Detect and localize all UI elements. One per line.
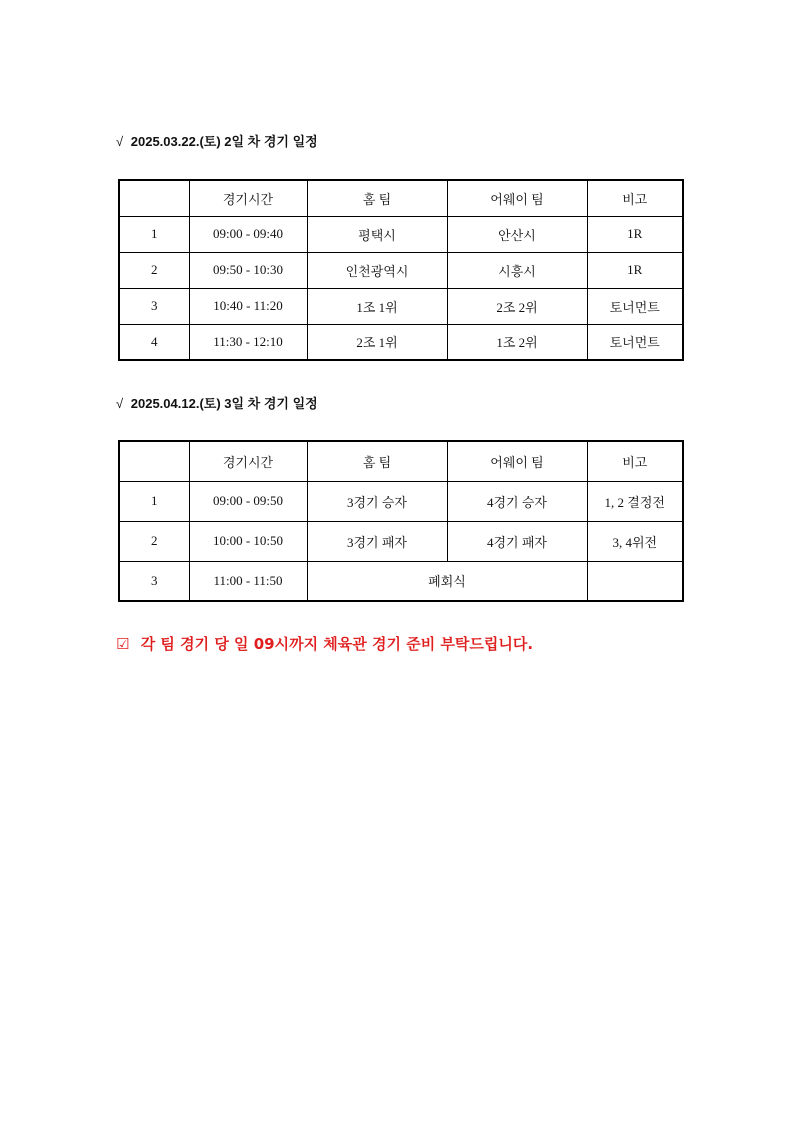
header-cell: 홈 팀	[307, 180, 447, 216]
table-cell: 09:50 - 10:30	[189, 252, 307, 288]
header-cell: 비고	[587, 180, 683, 216]
table-cell: 1조 2위	[447, 324, 587, 360]
table-header-row	[119, 180, 683, 216]
table-cell: 3	[119, 561, 189, 601]
table-cell: 1, 2 결정전	[587, 481, 683, 521]
table-cell: 1조 1위	[307, 288, 447, 324]
checkbox-icon: ☑	[116, 635, 130, 653]
table-cell: 4경기 패자	[447, 521, 587, 561]
notice-text: 각 팀 경기 당 일 09시까지 체육관 경기 준비 부탁드립니다.	[140, 635, 534, 653]
table-cell: 3경기 승자	[307, 481, 447, 521]
table-cell: 1	[119, 481, 189, 521]
header-cell: 어웨이 팀	[447, 441, 587, 481]
section1-heading	[116, 131, 318, 150]
table-cell	[587, 561, 683, 601]
closing-ceremony-cell: 폐회식	[307, 561, 587, 601]
schedule-table-day2	[118, 179, 684, 361]
header-cell: 경기시간	[189, 441, 307, 481]
table-cell: 2	[119, 252, 189, 288]
table-cell: 4경기 승자	[447, 481, 587, 521]
preparation-notice	[116, 633, 533, 654]
checkmark-icon: √	[116, 134, 124, 149]
table-cell: 평택시	[307, 216, 447, 252]
table-cell: 10:00 - 10:50	[189, 521, 307, 561]
table-cell: 2	[119, 521, 189, 561]
table-row	[119, 481, 683, 521]
table-row	[119, 216, 683, 252]
table-row	[119, 324, 683, 360]
table-cell: 1	[119, 216, 189, 252]
table-cell: 1R	[587, 216, 683, 252]
table-cell: 3	[119, 288, 189, 324]
header-cell: 어웨이 팀	[447, 180, 587, 216]
header-cell: 홈 팀	[307, 441, 447, 481]
table-cell: 3경기 패자	[307, 521, 447, 561]
table-cell: 인천광역시	[307, 252, 447, 288]
header-cell: 경기시간	[189, 180, 307, 216]
table-cell: 시흥시	[447, 252, 587, 288]
table-cell: 09:00 - 09:50	[189, 481, 307, 521]
checkmark-icon: √	[116, 396, 124, 411]
table-row	[119, 521, 683, 561]
section2-heading	[116, 393, 318, 412]
table-cell: 2조 2위	[447, 288, 587, 324]
table-cell: 11:30 - 12:10	[189, 324, 307, 360]
table-cell: 1R	[587, 252, 683, 288]
table-header-row	[119, 441, 683, 481]
table-cell: 3, 4위전	[587, 521, 683, 561]
table-row	[119, 252, 683, 288]
table-cell: 안산시	[447, 216, 587, 252]
header-cell	[119, 441, 189, 481]
header-cell: 비고	[587, 441, 683, 481]
table-cell: 10:40 - 11:20	[189, 288, 307, 324]
table-cell: 2조 1위	[307, 324, 447, 360]
table-cell: 09:00 - 09:40	[189, 216, 307, 252]
table-cell: 11:00 - 11:50	[189, 561, 307, 601]
section2-title: 2025.04.12.(토) 3일 차 경기 일정	[130, 396, 318, 411]
schedule-table-day3	[118, 440, 684, 602]
table-cell: 토너먼트	[587, 324, 683, 360]
table-row	[119, 288, 683, 324]
table-row	[119, 561, 683, 601]
section1-title: 2025.03.22.(토) 2일 차 경기 일정	[130, 134, 318, 149]
header-cell	[119, 180, 189, 216]
table-cell: 토너먼트	[587, 288, 683, 324]
table-cell: 4	[119, 324, 189, 360]
